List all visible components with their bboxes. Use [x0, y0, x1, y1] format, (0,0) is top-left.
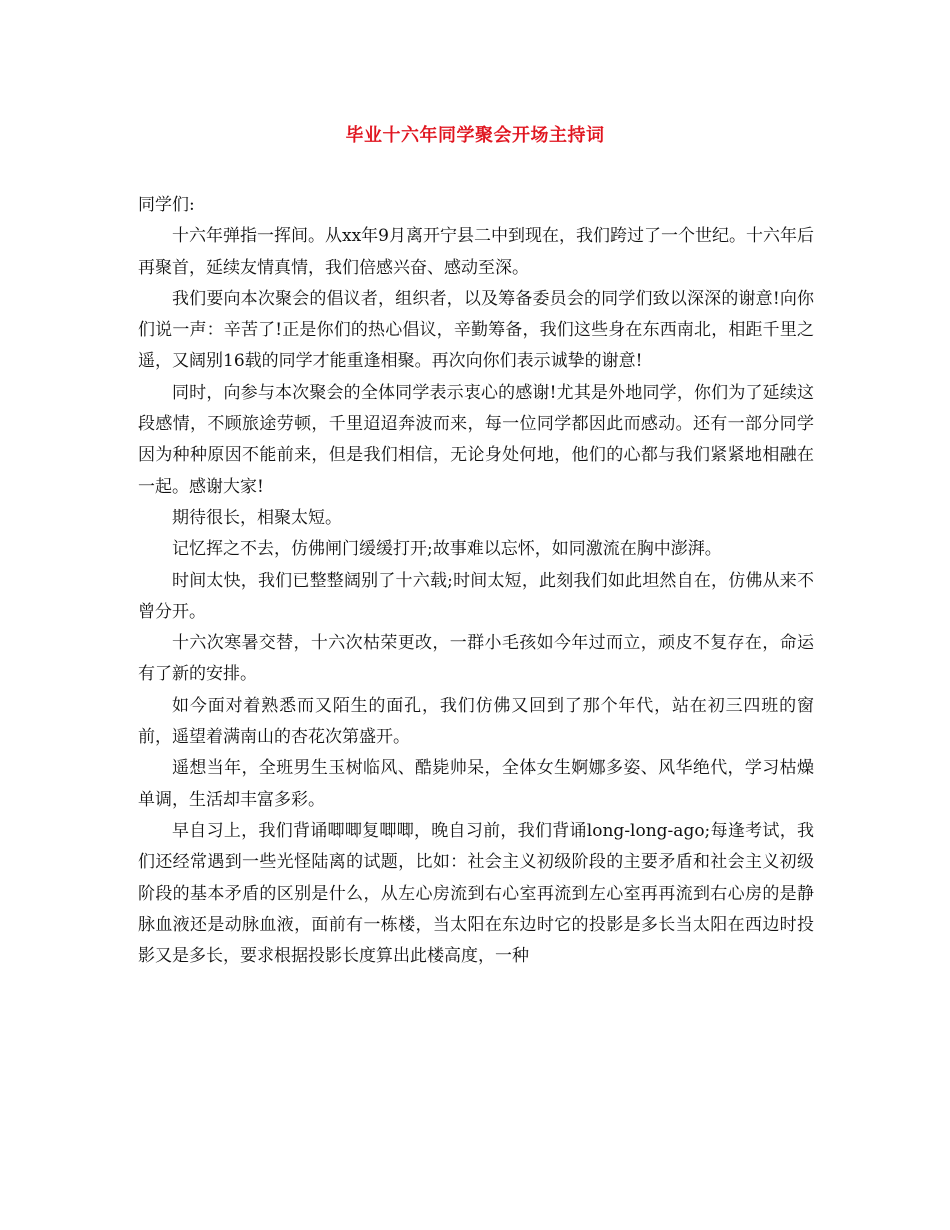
salutation: 同学们: — [138, 195, 195, 215]
document-body — [138, 190, 814, 972]
paragraph: 期待很长，相聚太短。 — [172, 507, 342, 528]
paragraph: 遥想当年，全班男生玉树临风、酷毙帅呆，全体女生婀娜多姿、风华绝代，学习枯燥单调，生活却丰富多彩。 — [138, 758, 814, 810]
paragraph: 十六次寒暑交替，十六次枯荣更改，一群小毛孩如今年过而立，顽皮不复存在，命运有了新的安排。 — [138, 633, 814, 685]
paragraph: 时间太快，我们已整整阔别了十六载;时间太短，此刻我们如此坦然自在，仿佛从来不曾分开。 — [138, 570, 814, 622]
paragraph: 同时，向参与本次聚会的全体同学表示衷心的感谢!尤其是外地同学，你们为了延续这段感情，不顾旅途劳顿，千里迢迢奔波而来，每一位同学都因此而感动。还有一部分同学因为种种原因不能前来，但是我们相信，无论身处何地，他们的心都与我们紧紧地相融在一起。感谢大家! — [138, 382, 814, 497]
paragraph: 我们要向本次聚会的倡议者，组织者，以及筹备委员会的同学们致以深深的谢意!向你们说一声：辛苦了!正是你们的热心倡议，辛勤筹备，我们这些身在东西南北，相距千里之遥，又阔别16载的同学才能重逢相聚。再次向你们表示诚挚的谢意! — [138, 288, 814, 372]
paragraph: 早自习上，我们背诵唧唧复唧唧，晚自习前，我们背诵long-long-ago;每逢考试，我们还经常遇到一些光怪陆离的试题，比如：社会主义初级阶段的主要矛盾和社会主义初级阶段的基本矛盾的区别是什么，从左心房流到右心室再流到左心室再再流到右心房的是静脉血液还是动脉血液，面前有一栋楼，当太阳在东边时它的投影是多长当太阳在西边时投影又是多长，要求根据投影长度算出此楼高度，一种 — [138, 820, 814, 967]
paragraph: 十六年弹指一挥间。从xx年9月离开宁县二中到现在，我们跨过了一个世纪。十六年后再聚首，延续友情真情，我们倍感兴奋、感动至深。 — [138, 226, 814, 278]
document-title: 毕业十六年同学聚会开场主持词 — [345, 125, 605, 146]
paragraph: 如今面对着熟悉而又陌生的面孔，我们仿佛又回到了那个年代，站在初三四班的窗前，遥望着满南山的杏花次第盛开。 — [138, 695, 814, 748]
paragraph: 记忆挥之不去，仿佛闸门缓缓打开;故事难以忘怀，如同激流在胸中澎湃。 — [172, 539, 722, 560]
